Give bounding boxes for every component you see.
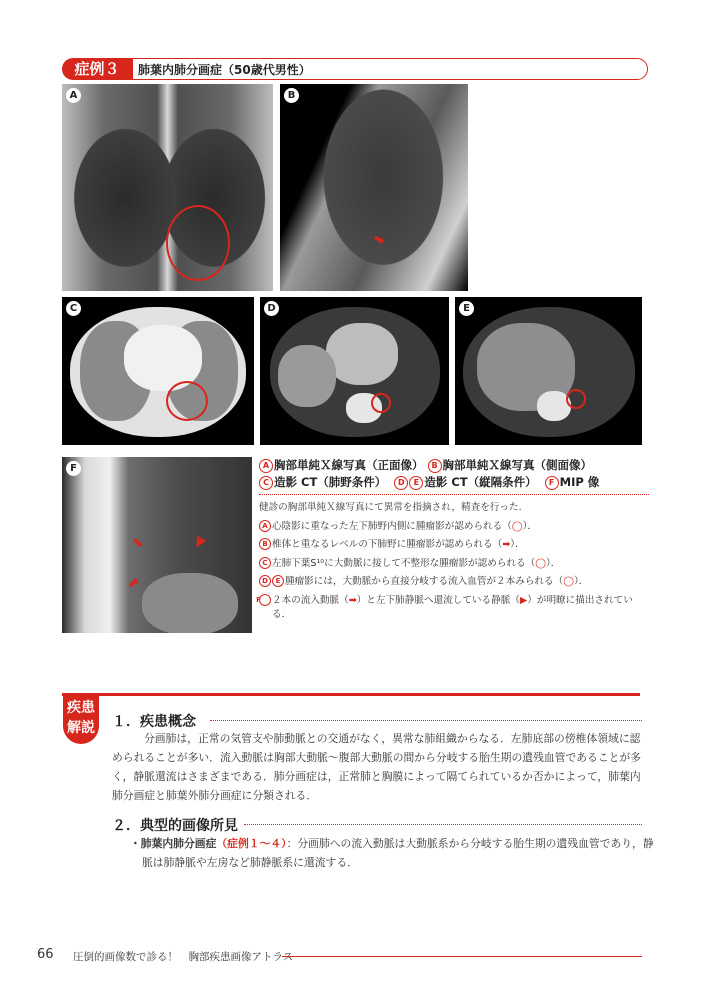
caption-divider <box>259 494 649 495</box>
figure-f-mip-image <box>62 457 252 633</box>
finding-intro: 健診の胸部単純Ｘ線写真にて異常を指摘され，精査を行った． <box>259 502 529 513</box>
caption-a: 胸部単純Ｘ線写真（正面像） <box>274 458 424 472</box>
section2-item-ref: （症例１〜４） <box>216 837 287 850</box>
section2-item-body: ：分画肺への流入動脈は大動脈系から分岐する胎生期の遺残血管であり，静脈は肺静脈や左房など肺静脈系に還流する． <box>142 837 654 869</box>
caption-b: 胸部単純Ｘ線写真（側面像） <box>442 458 593 472</box>
figure-label-a: A <box>66 88 81 103</box>
finding-c: C 左肺下葉S¹⁰に大動脈に接して不整形な腫瘤影が認められる（◯）． <box>259 557 649 572</box>
caption-label-b: B <box>428 459 442 473</box>
figure-captions <box>256 457 649 627</box>
caption-c: 造影 CT（肺野条件） <box>274 475 387 489</box>
figure-a-chest-xray-frontal <box>62 84 273 291</box>
arrow-marker-f2: ➡ <box>124 573 144 593</box>
figure-label-e: E <box>459 301 474 316</box>
arrowhead-marker-f: ▶ <box>189 534 210 552</box>
vessel-circle-d <box>371 393 391 413</box>
vessel-circle-e <box>566 389 586 409</box>
arrow-marker-b: ➡ <box>369 230 388 250</box>
section2-dotted-rule <box>244 824 642 825</box>
case-badge: 症例３ <box>62 58 132 80</box>
caption-label-a: A <box>259 459 273 473</box>
caption-label-c: C <box>259 476 273 490</box>
case-header <box>62 58 648 80</box>
lesion-circle-a <box>166 205 230 281</box>
lesion-circle-c <box>166 381 208 421</box>
section1-dotted-rule <box>210 720 642 721</box>
section2-title: ２．典型的画像所見 <box>112 818 238 834</box>
book-title: 圧倒的画像数で診る！ 胸部疾患画像アトラス <box>73 951 294 963</box>
finding-f: F ２本の流入動脈（➡）と左下肺静脈へ還流している静脈（▶）が明瞭に描出されている． <box>256 594 633 620</box>
caption-de: 造影 CT（縦隔条件） <box>424 475 537 489</box>
figure-c-ct-lung-window <box>62 297 254 445</box>
case-title: 肺葉内肺分画症（50歳代男性） <box>138 63 311 77</box>
finding-d: D E 腫瘤影には，大動脈から直接分岐する流入血管が２本みられる（◯）． <box>259 575 649 590</box>
section2-item-label: ・肺葉内肺分画症 <box>130 837 217 850</box>
explanation-badge-line2: 解説 <box>67 720 95 736</box>
caption-label-d: D <box>394 476 408 490</box>
figure-e-ct-mediastinal-window <box>455 297 642 445</box>
figure-d-ct-mediastinal-window <box>260 297 449 445</box>
figure-label-d: D <box>264 301 279 316</box>
explanation-badge <box>63 696 99 744</box>
caption-line-2 <box>259 474 649 491</box>
caption-line-1 <box>259 457 649 474</box>
arrow-marker-f1: ➡ <box>128 533 148 553</box>
figure-label-c: C <box>66 301 81 316</box>
section1-body: 分画肺は，正常の気管支や肺動脈との交通がなく，異常な肺組織からなる．左肺底部の傍椎体領域に認められることが多い．流入動脈は胸部大動脈〜腹部大動脈の間から分岐する胎生期の遺残血管であることが多く，静脈還流はさまざまである．肺分画症は，正常肺と胸膜によって隔てられているか否かによって，肺葉内肺分画症と肺葉外肺分画症に分類される． <box>112 732 642 802</box>
figure-label-b: B <box>284 88 299 103</box>
caption-label-f: F <box>545 476 559 490</box>
footer-rule <box>282 956 642 957</box>
figure-label-f: F <box>66 461 81 476</box>
section1-title: １．疾患概念 <box>112 714 196 730</box>
section2-item <box>130 834 662 872</box>
finding-b: B 椎体と重なるレベルの下肺野に腫瘤影が認められる（➡）． <box>259 538 649 553</box>
caption-label-e: E <box>409 476 423 490</box>
page-number: 66 <box>37 947 54 962</box>
explanation-badge-line1: 疾患 <box>67 700 95 716</box>
section-divider <box>62 693 640 696</box>
finding-a: A 心陰影に重なった左下肺野内側に腫瘤影が認められる（◯）． <box>259 520 649 535</box>
caption-f: MIP 像 <box>559 475 600 489</box>
figure-b-chest-xray-lateral <box>280 84 468 291</box>
